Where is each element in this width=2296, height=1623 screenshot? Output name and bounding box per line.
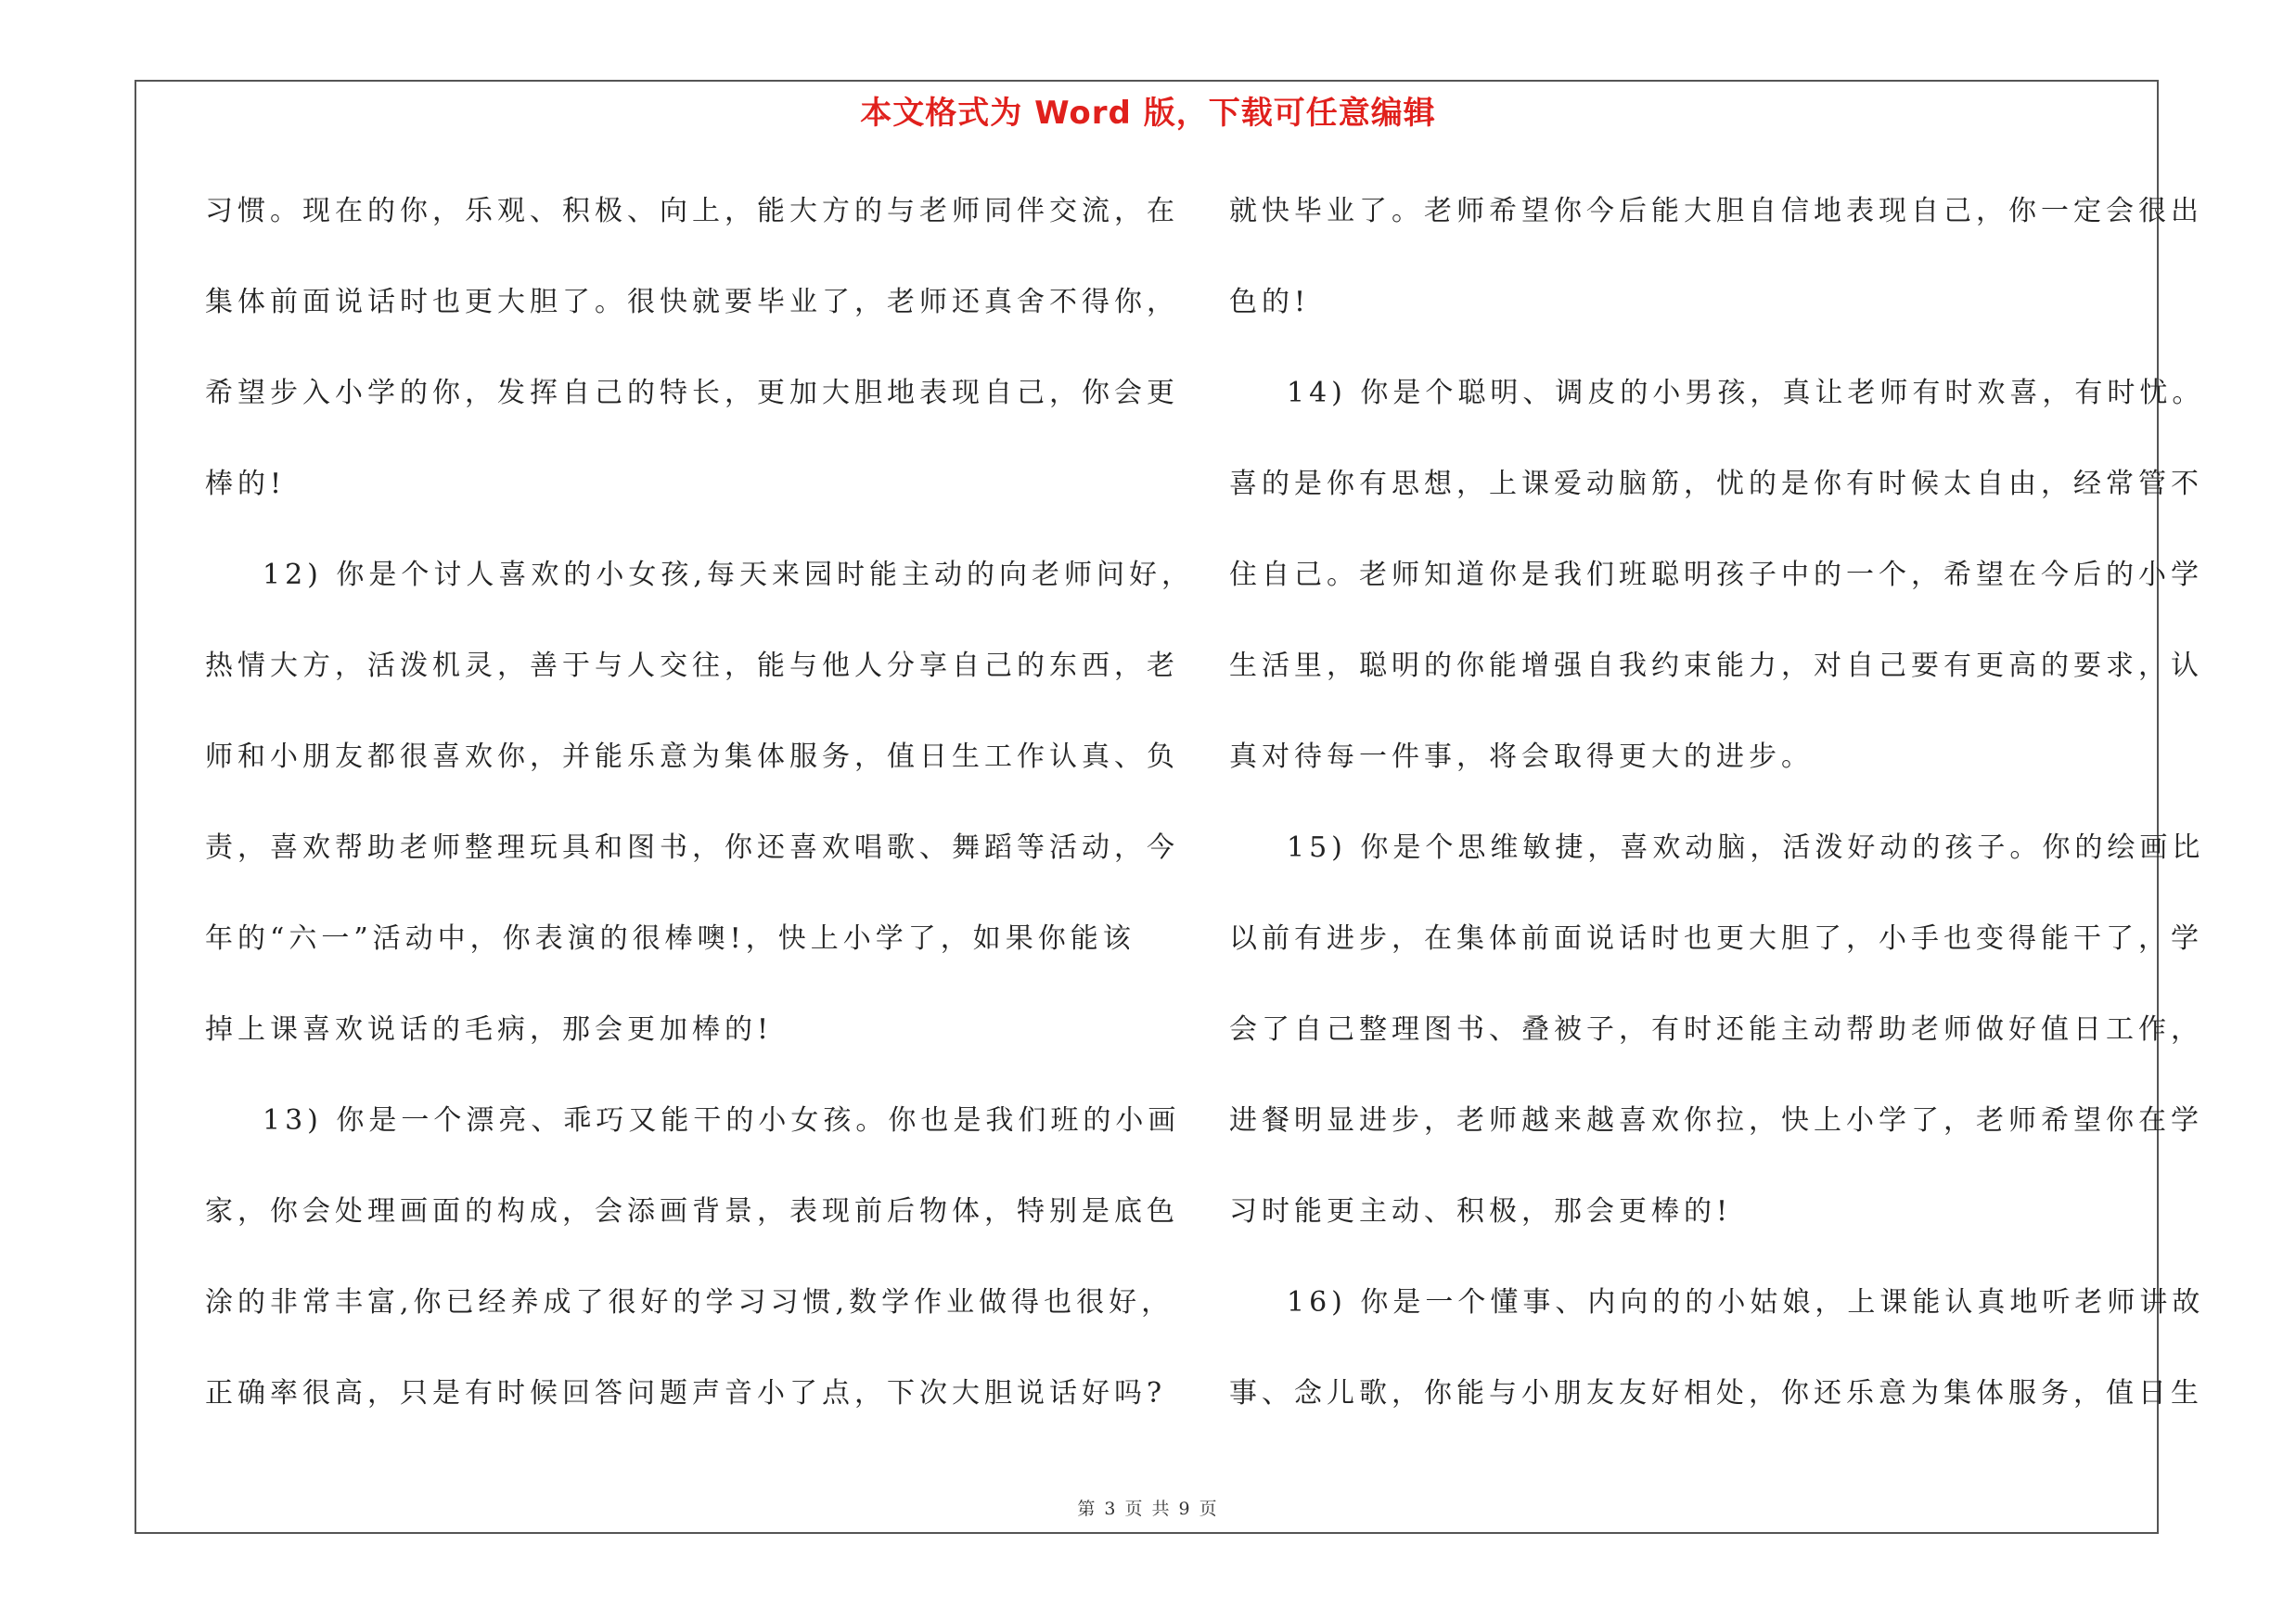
text-line: 13) 你是一个漂亮、乖巧又能干的小女孩。你也是我们班的小画 xyxy=(263,1104,1181,1137)
text-line: 会了自己整理图书、叠被子，有时还能主动帮助老师做好值日工作， xyxy=(1229,1013,2203,1046)
format-banner: 本文格式为 Word 版，下载可任意编辑 xyxy=(860,95,1436,132)
text-line: 以前有进步，在集体前面说话时也更大胆了，小手也变得能干了，学 xyxy=(1229,922,2203,955)
text-line: 棒的! xyxy=(205,468,287,500)
text-line: 喜的是你有思想，上课爱动脑筋，忧的是你有时候太自由，经常管不 xyxy=(1229,468,2203,500)
text-line: 涂的非常丰富,你已经养成了很好的学习习惯,数学作业做得也很好， xyxy=(205,1286,1174,1319)
text-line: 15) 你是个思维敏捷，喜欢动脑，活泼好动的孩子。你的绘画比 xyxy=(1287,831,2205,864)
page-number-footer: 第 3 页 共 9 页 xyxy=(1077,1499,1219,1519)
text-line: 14) 你是个聪明、调皮的小男孩，真让老师有时欢喜，有时忧。 xyxy=(1287,377,2205,409)
text-line: 12) 你是个讨人喜欢的小女孩,每天来园时能主动的向老师问好， xyxy=(263,559,1194,591)
text-line: 习惯。现在的你，乐观、积极、向上，能大方的与老师同伴交流，在 xyxy=(205,195,1179,227)
text-line: 色的! xyxy=(1229,286,1311,318)
text-line: 责，喜欢帮助老师整理玩具和图书，你还喜欢唱歌、舞蹈等活动，今 xyxy=(205,831,1179,864)
text-line: 正确率很高，只是有时候回答问题声音小了点，下次大胆说话好吗? xyxy=(205,1377,1167,1410)
text-line: 年的“六一”活动中，你表演的很棒噢!，快上小学了，如果你能该 xyxy=(205,922,1135,955)
text-line: 住自己。老师知道你是我们班聪明孩子中的一个，希望在今后的小学 xyxy=(1229,559,2203,591)
left-text-column xyxy=(205,184,1194,1457)
text-line: 就快毕业了。老师希望你今后能大胆自信地表现自己，你一定会很出 xyxy=(1229,195,2203,227)
text-line: 生活里，聪明的你能增强自我约束能力，对自己要有更高的要求，认 xyxy=(1229,650,2203,682)
text-line: 希望步入小学的你，发挥自己的特长，更加大胆地表现自己，你会更 xyxy=(205,377,1179,409)
text-line: 16) 你是一个懂事、内向的的小姑娘，上课能认真地听老师讲故 xyxy=(1287,1286,2205,1319)
text-line: 家，你会处理画面的构成，会添画背景，表现前后物体，特别是底色 xyxy=(205,1195,1179,1228)
text-line: 习时能更主动、积极，那会更棒的! xyxy=(1229,1195,1733,1228)
text-line: 进餐明显进步，老师越来越喜欢你拉，快上小学了，老师希望你在学 xyxy=(1229,1104,2203,1137)
right-text-column xyxy=(1229,184,2205,1457)
text-line: 热情大方，活泼机灵，善于与人交往，能与他人分享自己的东西，老 xyxy=(205,650,1179,682)
text-line: 掉上课喜欢说话的毛病，那会更加棒的! xyxy=(205,1013,774,1046)
text-line: 真对待每一件事，将会取得更大的进步。 xyxy=(1229,741,1814,773)
text-line: 事、念儿歌，你能与小朋友友好相处，你还乐意为集体服务，值日生 xyxy=(1229,1377,2203,1410)
text-line: 师和小朋友都很喜欢你，并能乐意为集体服务，值日生工作认真、负 xyxy=(205,741,1179,773)
text-line: 集体前面说话时也更大胆了。很快就要毕业了，老师还真舍不得你， xyxy=(205,286,1179,318)
